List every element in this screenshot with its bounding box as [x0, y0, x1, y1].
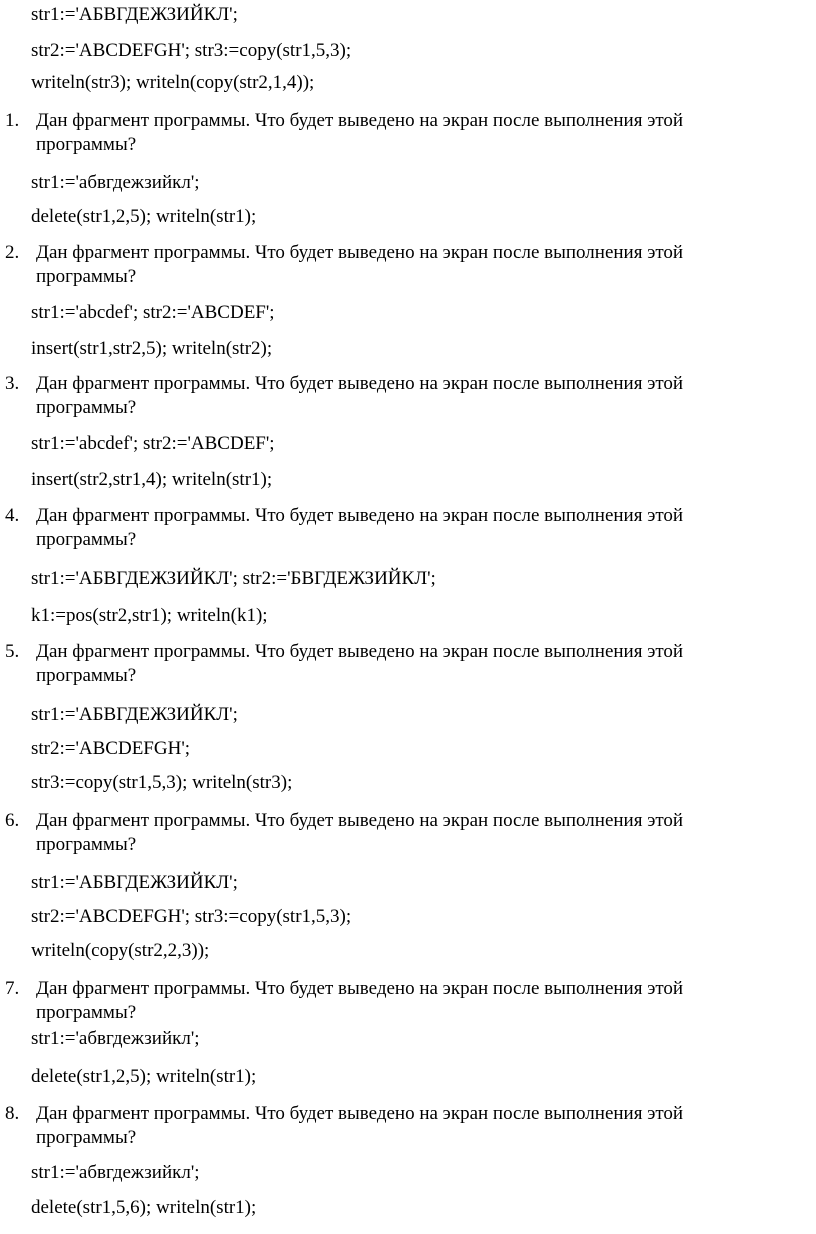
question-text: Дан фрагмент программы. Что будет выведено на экран после выполнения этой: [36, 810, 684, 831]
question-text: Дан фрагмент программы. Что будет выведено на экран после выполнения этой: [36, 978, 684, 999]
question-number: 8.: [5, 1103, 20, 1124]
question-text: Дан фрагмент программы. Что будет выведено на экран после выполнения этой: [36, 242, 684, 263]
code-line: str1:='абвгдежзийкл';: [31, 1028, 200, 1049]
code-line: str1:='абвгдежзийкл';: [31, 1162, 200, 1183]
question-text: программы?: [36, 266, 137, 287]
question-text: программы?: [36, 397, 137, 418]
code-line: str1:='абвгдежзийкл';: [31, 172, 200, 193]
code-line: str2:='ABCDEFGH'; str3:=copy(str1,5,3);: [31, 906, 352, 927]
code-line: writeln(str3); writeln(copy(str2,1,4));: [31, 72, 315, 93]
question-number: 2.: [5, 242, 20, 263]
question-text: Дан фрагмент программы. Что будет выведено на экран после выполнения этой: [36, 1103, 684, 1124]
question-number: 1.: [5, 110, 20, 131]
code-line: str1:='abcdef'; str2:='ABCDEF';: [31, 302, 275, 323]
code-line: k1:=pos(str2,str1); writeln(k1);: [31, 605, 268, 626]
question-text: программы?: [36, 665, 137, 686]
question-number: 6.: [5, 810, 20, 831]
question-text: программы?: [36, 529, 137, 550]
code-line: str2:='ABCDEFGH';: [31, 738, 191, 759]
code-line: str1:='АБВГДЕЖЗИЙКЛ';: [31, 4, 238, 25]
code-line: delete(str1,5,6); writeln(str1);: [31, 1197, 257, 1218]
question-text: программы?: [36, 1127, 137, 1148]
code-line: str2:='ABCDEFGH'; str3:=copy(str1,5,3);: [31, 40, 352, 61]
code-line: insert(str1,str2,5); writeln(str2);: [31, 338, 273, 359]
code-line: delete(str1,2,5); writeln(str1);: [31, 1066, 257, 1087]
question-number: 4.: [5, 505, 20, 526]
question-text: Дан фрагмент программы. Что будет выведено на экран после выполнения этой: [36, 110, 684, 131]
question-text: программы?: [36, 834, 137, 855]
code-line: str3:=copy(str1,5,3); writeln(str3);: [31, 772, 293, 793]
code-line: str1:='АБВГДЕЖЗИЙКЛ';: [31, 872, 238, 893]
code-line: insert(str2,str1,4); writeln(str1);: [31, 469, 273, 490]
question-text: Дан фрагмент программы. Что будет выведено на экран после выполнения этой: [36, 641, 684, 662]
question-text: Дан фрагмент программы. Что будет выведено на экран после выполнения этой: [36, 505, 684, 526]
question-number: 3.: [5, 373, 20, 394]
question-text: Дан фрагмент программы. Что будет выведено на экран после выполнения этой: [36, 373, 684, 394]
question-text: программы?: [36, 134, 137, 155]
code-line: str1:='АБВГДЕЖЗИЙКЛ'; str2:='БВГДЕЖЗИЙКЛ';: [31, 568, 436, 589]
code-line: str1:='abcdef'; str2:='ABCDEF';: [31, 433, 275, 454]
question-text: программы?: [36, 1002, 137, 1023]
question-number: 7.: [5, 978, 20, 999]
question-number: 5.: [5, 641, 20, 662]
code-line: delete(str1,2,5); writeln(str1);: [31, 206, 257, 227]
code-line: writeln(copy(str2,2,3));: [31, 940, 210, 961]
code-line: str1:='АБВГДЕЖЗИЙКЛ';: [31, 704, 238, 725]
